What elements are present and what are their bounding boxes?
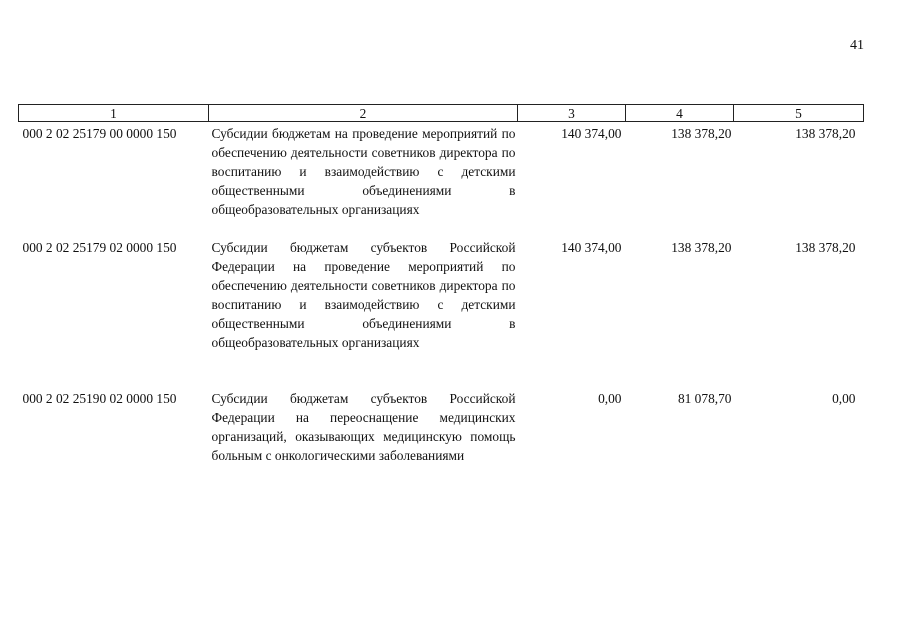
column-header-3: 3 <box>518 105 626 122</box>
item-name: Субсидии бюджетам субъектов Российской Федерации на переоснащение медицинских организаций, оказывающих медицинскую помощь больным с онкологическими заболеваниями <box>211 391 516 463</box>
value-column-3: 140 374,00 <box>561 240 622 255</box>
value-column-5: 138 378,20 <box>795 240 856 255</box>
value-column-5: 138 378,20 <box>795 126 856 141</box>
budget-table <box>18 104 864 465</box>
value-column-5: 0,00 <box>832 391 856 406</box>
budget-code: 000 2 02 25179 02 0000 150 <box>22 240 177 255</box>
page-number: 41 <box>850 38 864 53</box>
table-header <box>19 105 864 122</box>
table-row <box>19 122 864 239</box>
item-name: Субсидии бюджетам субъектов Российской Федерации на проведение мероприятий по обеспечению деятельности советников директора по воспитанию и взаимодействию с детскими общественными объединениями в общеобразовательных организациях <box>211 240 516 350</box>
column-header-2: 2 <box>209 105 518 122</box>
budget-code: 000 2 02 25179 00 0000 150 <box>22 126 177 141</box>
budget-code: 000 2 02 25190 02 0000 150 <box>22 391 177 406</box>
column-header-4: 4 <box>626 105 734 122</box>
value-column-4: 138 378,20 <box>671 240 732 255</box>
value-column-4: 138 378,20 <box>671 126 732 141</box>
column-header-5: 5 <box>734 105 864 122</box>
column-header-1: 1 <box>19 105 209 122</box>
table-body <box>19 122 864 466</box>
value-column-3: 140 374,00 <box>561 126 622 141</box>
header-row <box>19 105 864 122</box>
table-row <box>19 389 864 465</box>
value-column-4: 81 078,70 <box>677 391 732 406</box>
item-name: Субсидии бюджетам на проведение мероприятий по обеспечению деятельности советников директора по воспитанию и взаимодействию с детскими общественными объединениями в общеобразовательных организациях <box>211 126 516 217</box>
value-column-3: 0,00 <box>598 391 622 406</box>
table-row <box>19 238 864 389</box>
